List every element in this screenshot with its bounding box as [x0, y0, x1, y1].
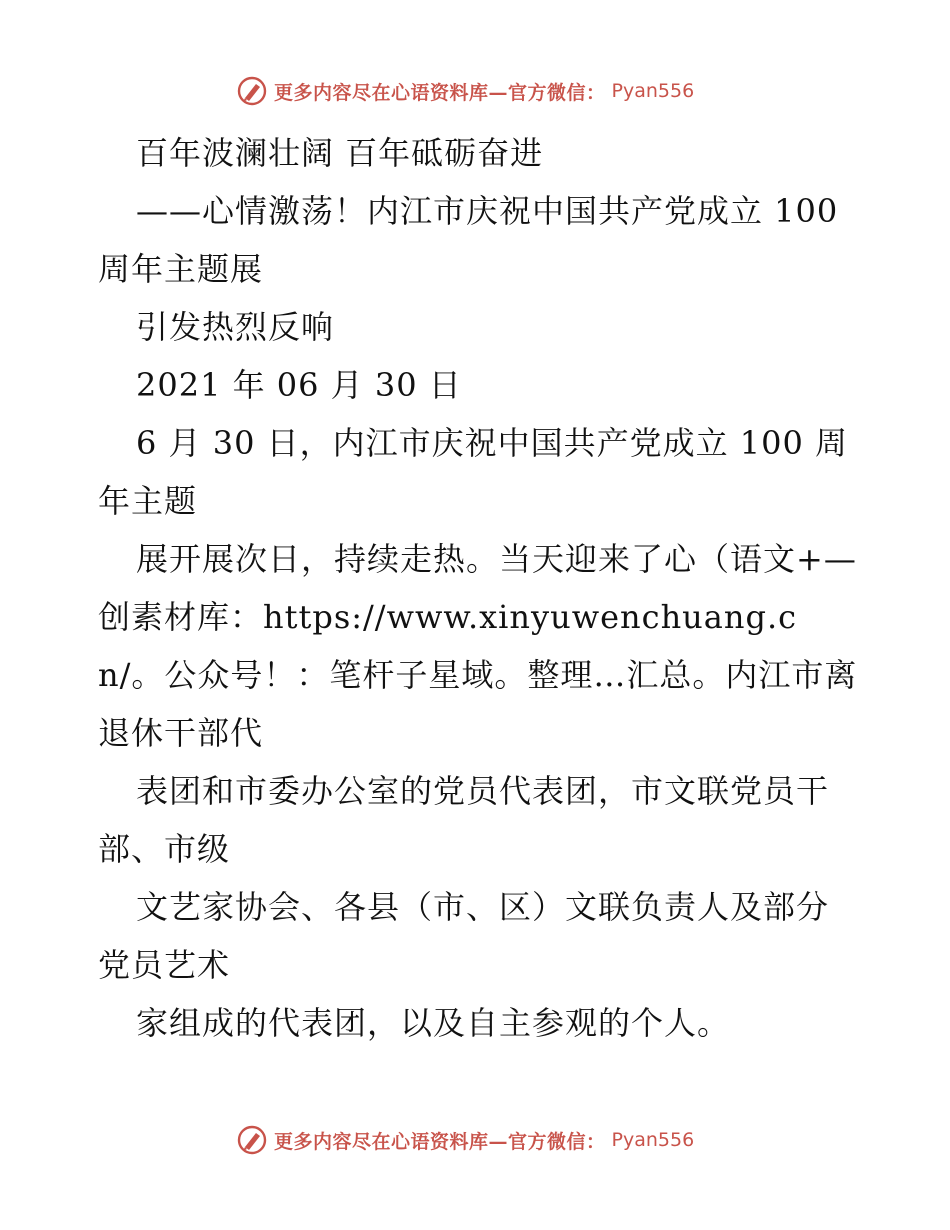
pen-logo-icon: [236, 1124, 268, 1156]
body-paragraph: 6 月 30 日，内江市庆祝中国共产党成立 100 周年主题: [98, 424, 849, 520]
subtitle-continuation: 引发热烈反响: [136, 308, 335, 346]
footer-watermark-banner: [236, 1123, 694, 1157]
subtitle-line: ——心情激荡！内江市庆祝中国共产党成立 100 周年主题展: [98, 192, 839, 288]
header-watermark-banner: [236, 74, 694, 108]
date-line: 2021 年 06 月 30 日: [136, 366, 462, 404]
document-body: [98, 124, 858, 1052]
body-paragraph: 展开展次日，持续走热。当天迎来了心（语文+—创素材库：https://www.xinyuwenchuang.cn/。公众号！：笔杆子星域。整理…汇总。内江市离退休干部代: [98, 540, 858, 752]
body-paragraph: 文艺家协会、各县（市、区）文联负责人及部分党员艺术: [98, 888, 830, 984]
banner-wechat-id: Pyan556: [611, 1129, 695, 1151]
title-line: 百年波澜壮阔 百年砥砺奋进: [136, 134, 544, 172]
banner-text: 更多内容尽在心语资料库—官方微信：: [274, 81, 606, 104]
body-paragraph: 表团和市委办公室的党员代表团，市文联党员干部、市级: [98, 772, 830, 868]
pen-logo-icon: [236, 75, 268, 107]
body-paragraph: 家组成的代表团，以及自主参观的个人。: [136, 1004, 731, 1042]
banner-text: 更多内容尽在心语资料库—官方微信：: [274, 1130, 606, 1153]
banner-wechat-id: Pyan556: [611, 80, 695, 102]
